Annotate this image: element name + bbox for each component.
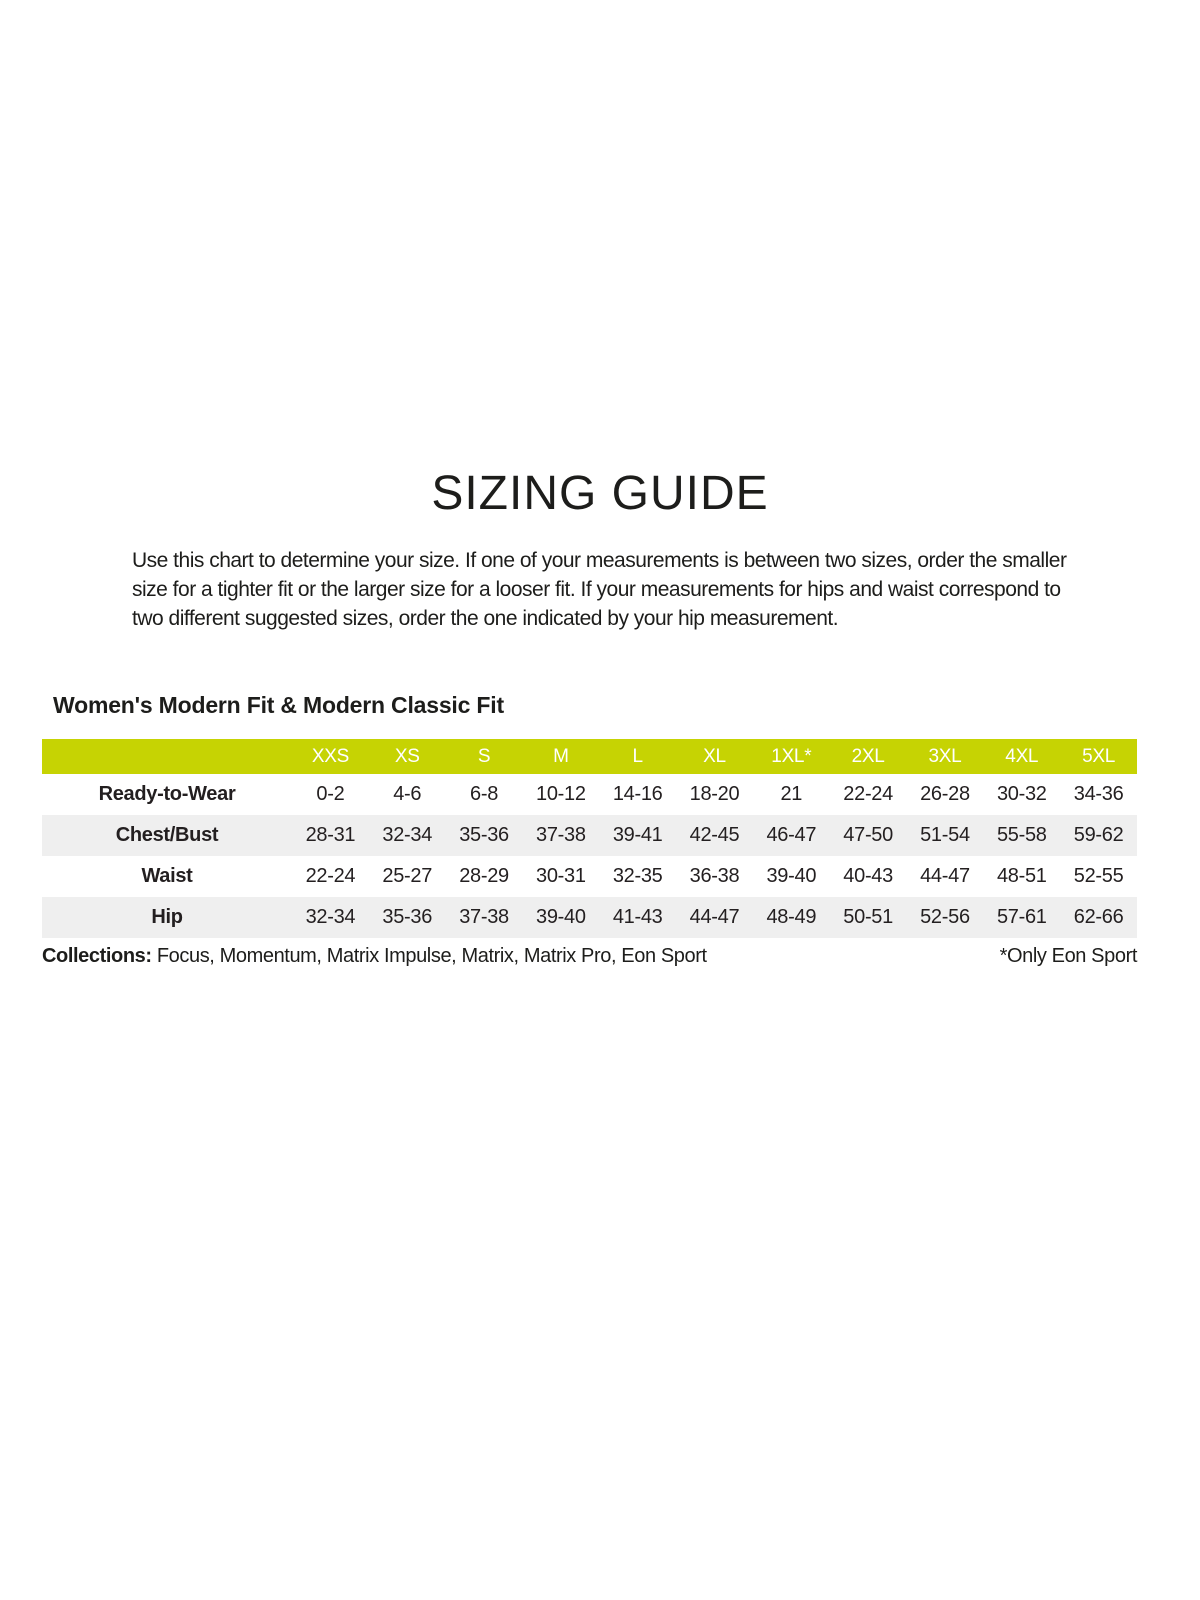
size-value-cell: 28-31 [305, 824, 356, 846]
table-row [42, 897, 1137, 938]
size-column-m: M [553, 745, 569, 767]
size-value-cell: 30-32 [996, 783, 1047, 805]
size-value-cell: 10-12 [536, 783, 586, 805]
size-value-cell: 36-38 [689, 865, 740, 887]
size-value-cell: 34-36 [1073, 783, 1124, 805]
size-value-cell: 32-35 [612, 865, 663, 887]
size-value-cell: 21 [780, 783, 803, 805]
size-value-cell: 55-58 [996, 824, 1047, 846]
size-value-cell: 50-51 [843, 906, 893, 928]
row-label: Ready-to-Wear [98, 783, 236, 805]
size-column-l: L [632, 745, 643, 767]
size-value-cell: 46-47 [766, 824, 817, 846]
collections-list: Focus, Momentum, Matrix Impulse, Matrix, Matrix Pro, Eon Sport [156, 945, 707, 967]
size-value-cell: 39-41 [612, 824, 663, 846]
size-value-cell: 40-43 [843, 865, 893, 887]
size-column-3xl: 3XL [928, 745, 962, 767]
collections-label: Collections: [42, 945, 152, 967]
table-row [42, 856, 1137, 897]
size-value-cell: 47-50 [843, 824, 893, 846]
size-value-cell: 0-2 [316, 783, 345, 805]
size-value-cell: 37-38 [536, 824, 586, 846]
table-row [42, 815, 1137, 856]
intro-line-3: two different suggested sizes, order the one indicated by your hip measurement. [132, 607, 839, 630]
intro-line-2: size for a tighter fit or the larger size for a looser fit. If your measurements for hips and waist correspond to [132, 578, 1061, 601]
size-column-5xl: 5XL [1082, 745, 1116, 767]
size-value-cell: 62-66 [1073, 906, 1124, 928]
size-value-cell: 25-27 [382, 865, 433, 887]
size-value-cell: 28-29 [459, 865, 509, 887]
size-value-cell: 22-24 [843, 783, 893, 805]
size-value-cell: 48-49 [766, 906, 817, 928]
size-value-cell: 39-40 [536, 906, 586, 928]
size-value-cell: 14-16 [612, 783, 663, 805]
size-value-cell: 57-61 [996, 906, 1047, 928]
page-title: SIZING GUIDE [431, 467, 769, 520]
row-label: Waist [141, 865, 193, 887]
size-column-s: S [477, 745, 491, 767]
size-column-1xl: 1XL* [771, 745, 812, 767]
intro-line-1: Use this chart to determine your size. If one of your measurements is between two sizes, order the smaller [132, 549, 1067, 572]
size-value-cell: 44-47 [689, 906, 740, 928]
footnote: *Only Eon Sport [999, 945, 1137, 967]
size-column-xl: XL [703, 745, 726, 767]
size-value-cell: 42-45 [689, 824, 740, 846]
table-row [42, 774, 1137, 815]
row-label: Hip [151, 906, 183, 928]
collections-text [42, 945, 707, 968]
section-title: Women's Modern Fit & Modern Classic Fit [53, 692, 504, 718]
size-value-cell: 35-36 [382, 906, 433, 928]
size-table-body [42, 774, 1137, 938]
intro-paragraph [132, 546, 1067, 633]
size-column-xs: XS [394, 745, 420, 767]
row-label: Chest/Bust [115, 824, 219, 846]
size-value-cell: 35-36 [459, 824, 509, 846]
size-value-cell: 30-31 [536, 865, 586, 887]
size-value-cell: 32-34 [305, 906, 356, 928]
size-value-cell: 48-51 [996, 865, 1047, 887]
size-column-4xl: 4XL [1005, 745, 1039, 767]
size-value-cell: 26-28 [920, 783, 970, 805]
size-value-cell: 51-54 [920, 824, 970, 846]
size-value-cell: 22-24 [305, 865, 356, 887]
size-value-cell: 32-34 [382, 824, 433, 846]
size-value-cell: 44-47 [920, 865, 970, 887]
size-table [42, 739, 1137, 968]
size-value-cell: 39-40 [766, 865, 817, 887]
table-footer [42, 945, 1137, 968]
size-value-cell: 18-20 [689, 783, 740, 805]
size-value-cell: 52-55 [1073, 865, 1124, 887]
size-value-cell: 37-38 [459, 906, 509, 928]
size-value-cell: 52-56 [920, 906, 970, 928]
size-column-xxs: XXS [311, 745, 349, 767]
size-value-cell: 59-62 [1073, 824, 1124, 846]
size-column-2xl: 2XL [851, 745, 885, 767]
size-value-cell: 4-6 [393, 783, 422, 805]
size-header-row [42, 739, 1137, 774]
size-value-cell: 41-43 [612, 906, 663, 928]
size-value-cell: 6-8 [470, 783, 499, 805]
